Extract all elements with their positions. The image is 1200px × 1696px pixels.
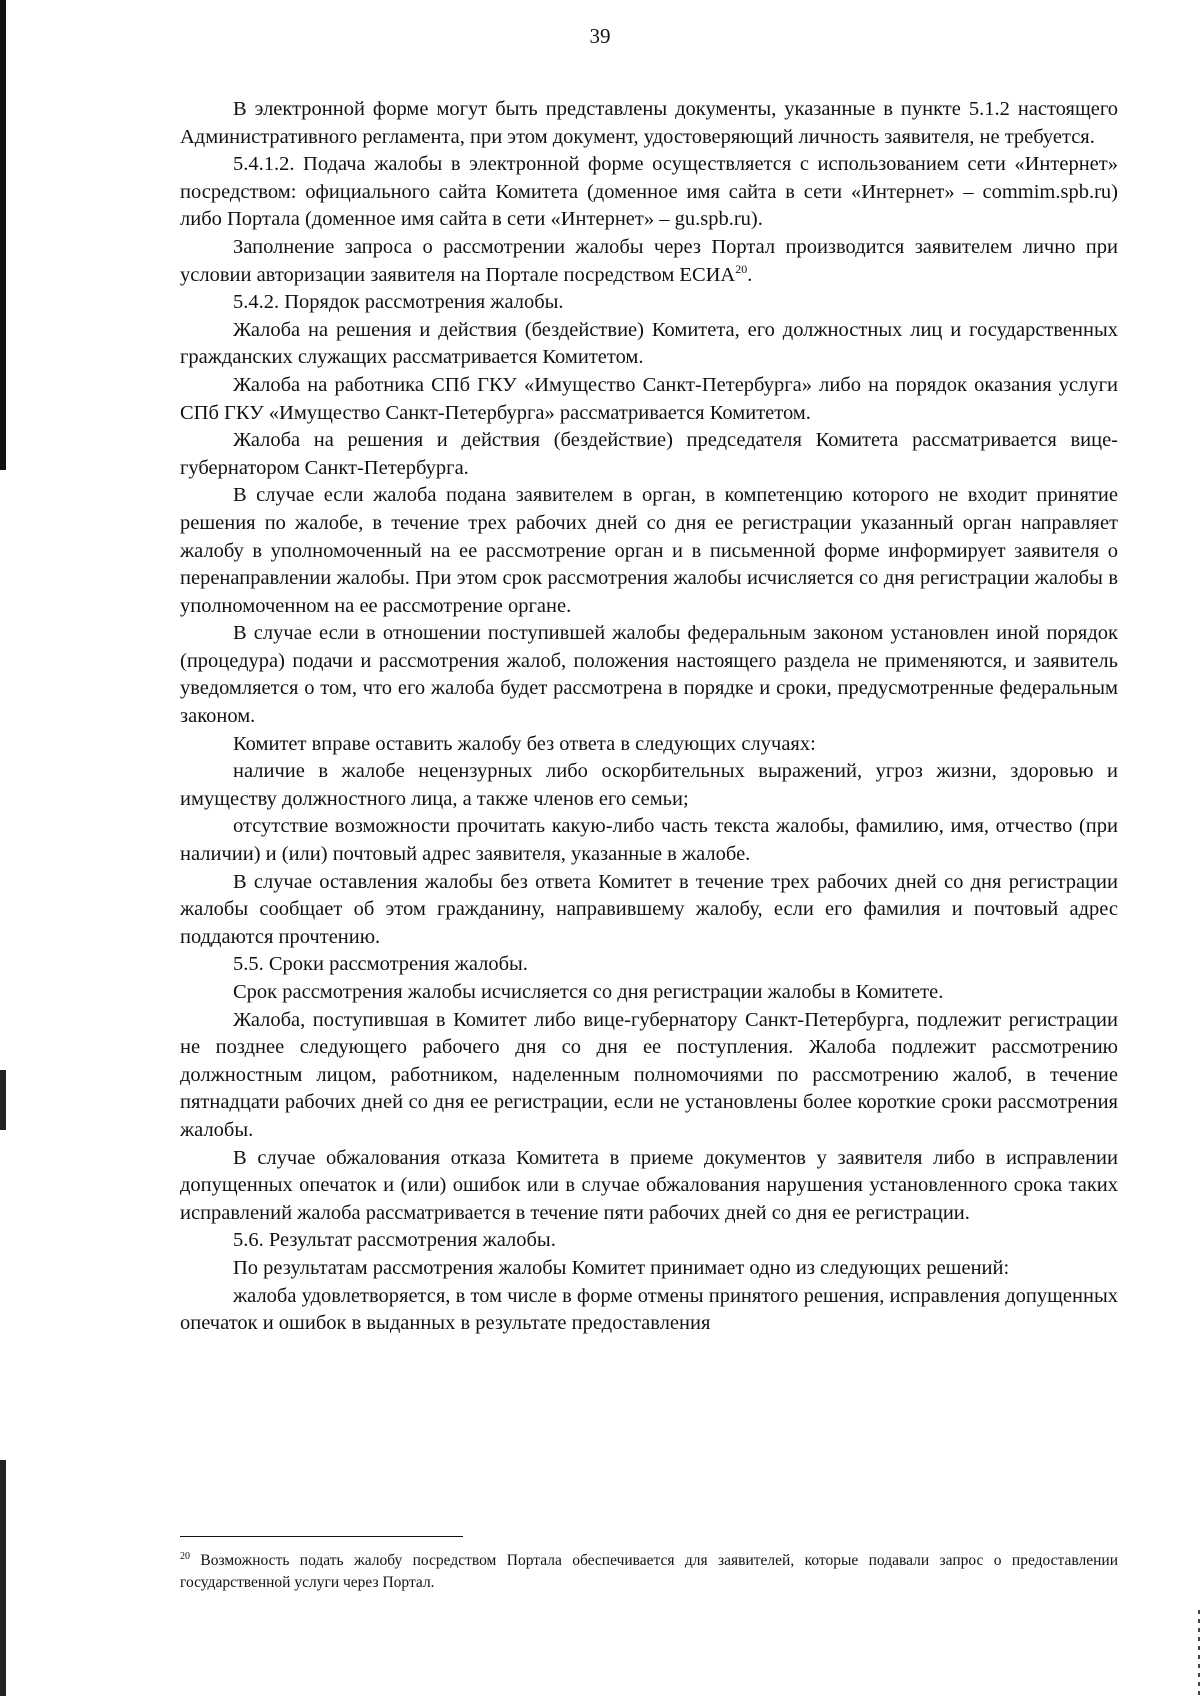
paragraph-1: В электронной форме могут быть представлены документы, указанные в пункте 5.1.2 настоящего Административного регламента, при этом документ, удостоверяющий личность заявителя, не требуется. [180, 98, 1118, 148]
paragraph-5: Жалоба на решения и действия (бездействие) Комитета, его должностных лиц и государственных гражданских служащих рассматривается Комитетом. [180, 318, 1118, 369]
paragraph-3-text: Заполнение запроса о рассмотрении жалобы через Портал производится заявителем лично при условии авторизации заявителя на Портале посредством ЕСИА [180, 235, 1118, 286]
body-text [180, 96, 1118, 1338]
paragraph-15: Срок рассмотрения жалобы исчисляется со дня регистрации жалобы в Комитете. [233, 981, 944, 1003]
paragraph-18: 5.6. Результат рассмотрения жалобы. [233, 1229, 556, 1252]
footnote-text: Возможность подать жалобу посредством Портала обеспечивается для заявителей, которые подавали запрос о предоставлении государственной услуги через Портал. [180, 1552, 1118, 1591]
paragraph-3 [180, 234, 1118, 289]
paragraph-3-end: . [747, 263, 753, 286]
paragraph-17: В случае обжалования отказа Комитета в приеме документов у заявителя либо в исправлении допущенных опечаток и (или) ошибок или в случае обжалования нарушения установленного срока таких исправлений жалоба рассматривается в течение пяти рабочих дней со дня ее регистрации. [180, 1146, 1118, 1224]
footnote [180, 1550, 1118, 1594]
paragraph-11: наличие в жалобе нецензурных либо оскорбительных выражений, угроз жизни, здоровью и имуществу должностного лица, а также членов его семьи; [180, 760, 1118, 810]
paragraph-12: отсутствие возможности прочитать какую-либо часть текста жалобы, фамилию, имя, отчество (при наличии) и (или) почтовый адрес заявителя, указанные в жалобе. [180, 815, 1118, 866]
paragraph-14: 5.5. Сроки рассмотрения жалобы. [233, 953, 528, 976]
page-number: 39 [589, 24, 611, 48]
paragraph-2: 5.4.1.2. Подача жалобы в электронной форме осуществляется с использованием сети «Интернет» посредством: официального сайта Комитета (доменное имя сайта в сети «Интернет» – commim.spb.ru) либо Портала (доменное имя сайта в сети «Интернет» – gu.spb.ru). [180, 153, 1118, 231]
paragraph-13: В случае оставления жалобы без ответа Комитет в течение трех рабочих дней со дня регистрации жалобы сообщает об этом гражданину, направившему жалобу, если его фамилия и почтовый адрес поддаются прочтению. [180, 870, 1118, 948]
paragraph-19: По результатам рассмотрения жалобы Комитет принимает одно из следующих решений: [233, 1256, 1010, 1279]
footnote-reference: 20 [735, 261, 748, 276]
footnote-divider [180, 1536, 463, 1537]
paragraph-16: Жалоба, поступившая в Комитет либо вице-губернатору Санкт-Петербурга, подлежит регистрации не позднее следующего рабочего дня со дня ее поступления. Жалоба подлежит рассмотрению должностным лицом, работником, наделенным полномочиями по рассмотрению жалоб, в течение пятнадцати рабочих дней со дня ее регистрации, если не установлены более короткие сроки рассмотрения жалобы. [180, 1008, 1118, 1141]
paragraph-9: В случае если в отношении поступившей жалобы федеральным законом установлен иной порядок (процедура) подачи и рассмотрения жалоб, положения настоящего раздела не применяются, и заявитель уведомляется о том, что его жалоба будет рассмотрена в порядке и сроки, предусмотренные федеральным законом. [180, 622, 1118, 728]
footnote-marker: 20 [180, 1550, 190, 1562]
paragraph-4: 5.4.2. Порядок рассмотрения жалобы. [233, 291, 564, 314]
paragraph-6: Жалоба на работника СПб ГКУ «Имущество Санкт-Петербурга» либо на порядок оказания услуги СПб ГКУ «Имущество Санкт-Петербурга» рассматривается Комитетом. [180, 373, 1118, 424]
paragraph-10: Комитет вправе оставить жалобу без ответа в следующих случаях: [233, 732, 816, 755]
paragraph-20: жалоба удовлетворяется, в том числе в форме отмены принятого решения, исправления допущенных опечаток и ошибок в выданных в результате предоставления [180, 1284, 1118, 1335]
scan-edge-left [0, 0, 6, 1696]
paragraph-8: В случае если жалоба подана заявителем в орган, в компетенцию которого не входит принятие решения по жалобе, в течение трех рабочих дней со дня ее регистрации указанный орган направляет жалобу в уполномоченный на ее рассмотрение орган и в письменной форме информирует заявителя о перенаправлении жалобы. При этом срок рассмотрения жалобы исчисляется со дня регистрации жалобы в уполномоченном на ее рассмотрение органе. [180, 484, 1118, 617]
paragraph-7: Жалоба на решения и действия (бездействие) председателя Комитета рассматривается вице-губернатором Санкт-Петербурга. [180, 429, 1118, 479]
